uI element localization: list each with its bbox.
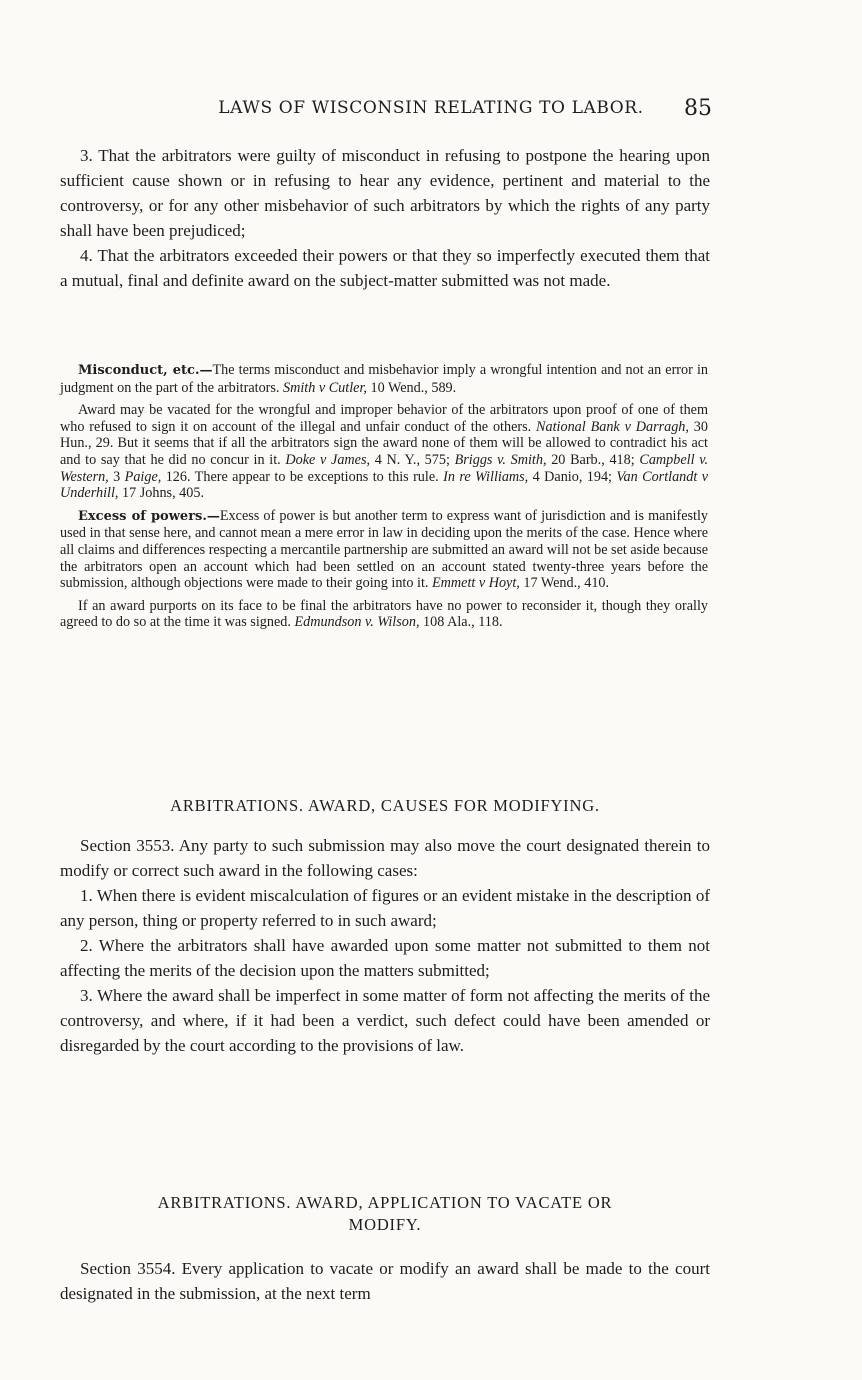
note-vacated bbox=[60, 402, 708, 502]
case-citation: Briggs v. Smith, bbox=[454, 451, 547, 468]
running-title: LAWS OF WISCONSIN RELATING TO LABOR. bbox=[218, 98, 644, 118]
note-text: Award may be vacated for the wrongful and improper behavior of the arbitrators upon proof of one of them who refused to sign it on account of the illegal and unfair conduct of the others. bbox=[60, 402, 708, 435]
annotations bbox=[60, 362, 708, 637]
clause-4: 4. That the arbitrators exceeded their powers or that they so imperfectly executed them that a mutual, final and definite award on the subject-matter submitted was not made. bbox=[60, 246, 710, 290]
section-3554-heading: ARBITRATIONS. AWARD, APPLICATION TO VACATE OR MODIFY. bbox=[157, 1193, 613, 1234]
note-text: If an award purports on its face to be final the arbitrators have no power to reconsider it, though they orally agreed to do so at the time it was signed. bbox=[60, 597, 708, 631]
citation-reference: 108 Ala., 118. bbox=[419, 614, 503, 631]
clause-3: 3. That the arbitrators were guilty of misconduct in refusing to postpone the hearing upon sufficient cause shown or in refusing to hear any evidence, pertinent and material to the controversy, or for any other misbehavior of such arbitrators by which the rights of any party shall have been prejudiced; bbox=[60, 146, 710, 240]
section-3553-case-1: 1. When there is evident miscalculation of figures or an evident mistake in the description of any person, thing or property referred to in such award; bbox=[60, 886, 710, 930]
case-citation: Paige, bbox=[124, 468, 162, 485]
citation-reference: 4 Danio, 194; bbox=[528, 468, 617, 485]
note-heading: Excess of powers.— bbox=[78, 508, 220, 524]
case-citation: Campbell v. Western, bbox=[60, 451, 709, 485]
note-text: 126. There appear to be exceptions to this rule. bbox=[161, 468, 444, 485]
citation-reference: 17 Wend., 410. bbox=[519, 575, 610, 592]
citation-reference: 20 Barb., 418; bbox=[546, 451, 640, 468]
case-citation: Emmett v Hoyt, bbox=[431, 575, 520, 592]
note-text: Excess of power is but another term to express want of jurisdiction and is manifestly used in that sense here, and cannot mean a mere error in law in deciding upon the merits of the case. Hence where all claims and differences respecting a mercantile partnership are submitted an award will not be set aside because the arbitrators open an account which had been settled on an account stated twenty-three years before the submission, although objections were made to their going into it. bbox=[60, 507, 708, 592]
note-text: 30 Hun., 29. But it seems that if all the arbitrators sign the award none of them will be allowed to contradict his act and to say that he did no concur in it. bbox=[60, 418, 708, 468]
section-3554-body bbox=[60, 1256, 710, 1306]
statute-clauses-top bbox=[60, 143, 710, 293]
case-citation: Edmundson v. Wilson, bbox=[294, 614, 420, 631]
case-citation: In re Williams, bbox=[443, 468, 529, 485]
section-3554-text: Section 3554. Every application to vacate or modify an award shall be made to the court designated in the submission, at the next term bbox=[60, 1259, 710, 1303]
note-excess-of-powers bbox=[60, 508, 708, 592]
citation-reference: 3 bbox=[108, 468, 125, 485]
case-citation: National Bank v Darragh, bbox=[536, 418, 689, 435]
citation-reference: 10 Wend., 589. bbox=[366, 379, 457, 396]
citation-reference: 17 Johns, 405. bbox=[118, 485, 204, 502]
section-3553-intro: Section 3553. Any party to such submission may also move the court designated therein to modify or correct such award in the following cases: bbox=[60, 836, 710, 880]
case-citation: Van Cortlandt v Underhill, bbox=[60, 468, 709, 502]
note-heading: Misconduct, etc.— bbox=[78, 363, 213, 378]
section-3553-heading: ARBITRATIONS. AWARD, CAUSES FOR MODIFYING. bbox=[170, 796, 600, 815]
section-3553-body bbox=[60, 833, 710, 1058]
page-number: 85 bbox=[684, 96, 712, 121]
note-final-award bbox=[60, 598, 708, 631]
section-3553-case-3: 3. Where the award shall be imperfect in some matter of form not affecting the merits of the controversy, and where, if it had been a verdict, such defect could have been amended or disregarded by the court according to the provisions of law. bbox=[60, 986, 710, 1055]
citation-reference: 4 N. Y., 575; bbox=[370, 451, 455, 468]
case-citation: Smith v Cutler, bbox=[283, 379, 367, 396]
note-misconduct bbox=[60, 362, 708, 396]
note-text: The terms misconduct and misbehavior imply a wrongful intention and not an error in judgment on the part of the arbitrators. bbox=[60, 362, 708, 396]
section-3553-case-2: 2. Where the arbitrators shall have awarded upon some matter not submitted to them not affecting the merits of the decision upon the matters submitted; bbox=[60, 936, 710, 980]
case-citation: Doke v James, bbox=[285, 451, 371, 468]
